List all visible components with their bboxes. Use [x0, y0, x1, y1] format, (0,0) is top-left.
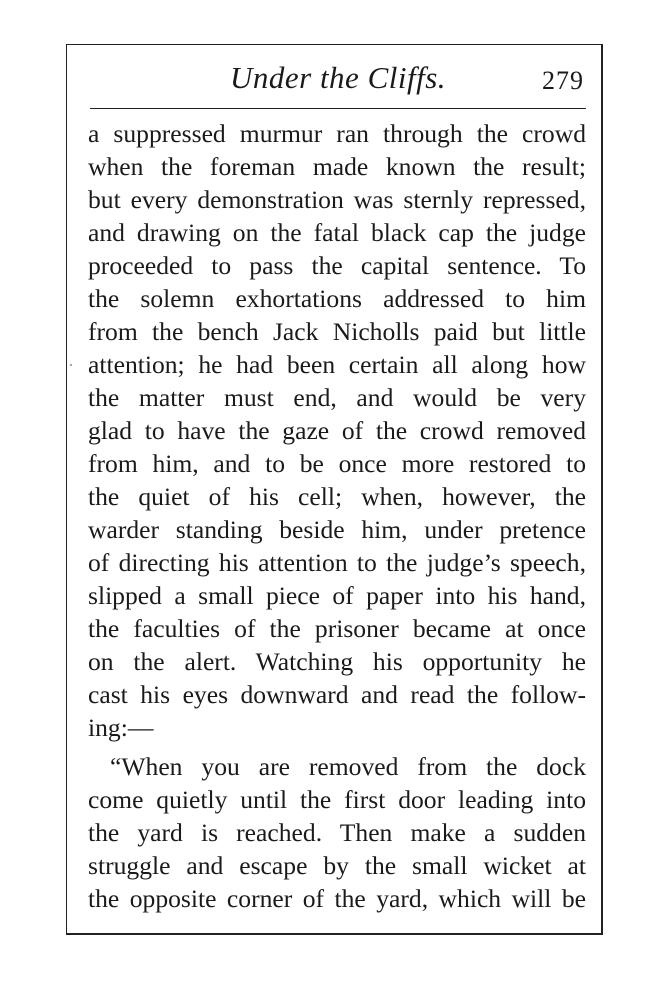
text-line: the faculties of the prisoner became at once	[88, 614, 586, 643]
text-line: on the alert. Watching his opportunity he	[88, 647, 586, 676]
text-line: ing:—	[88, 713, 154, 742]
text-line: struggle and escape by the small wicket at	[88, 851, 586, 880]
paragraph	[88, 117, 586, 744]
running-title: Under the Cliffs.	[229, 60, 447, 95]
text-line: from him, and to be once more restored to	[88, 449, 586, 478]
body-text	[88, 117, 586, 915]
text-line: from the bench Jack Nicholls paid but little	[88, 317, 586, 346]
text-line: the solemn exhortations addressed to him	[88, 284, 586, 313]
text-line: of directing his attention to the judge’s speech,	[88, 548, 586, 577]
text-line: glad to have the gaze of the crowd removed	[88, 416, 586, 445]
text-line: but every demonstration was sternly repressed,	[88, 185, 586, 214]
text-line: the quiet of his cell; when, however, the	[88, 482, 586, 511]
text-line: “When you are removed from the dock	[110, 752, 586, 781]
text-line: the matter must end, and would be very	[88, 383, 586, 412]
text-line: warder standing beside him, under pretence	[88, 515, 586, 544]
page-header	[88, 58, 588, 104]
text-line: and drawing on the fatal black cap the judge	[88, 218, 586, 247]
margin-speck	[70, 364, 72, 366]
text-line: the opposite corner of the yard, which will be	[88, 884, 586, 913]
text-line: come quietly until the first door leading into	[88, 785, 586, 814]
text-line: attention; he had been certain all along how	[88, 350, 586, 379]
text-line: the yard is reached. Then make a sudden	[88, 818, 586, 847]
text-line: cast his eyes downward and read the follow-	[88, 680, 586, 709]
page-number: 279	[542, 66, 584, 95]
paragraph	[88, 750, 586, 915]
text-line: a suppressed murmur ran through the crowd	[88, 119, 586, 148]
text-line: when the foreman made known the result;	[88, 152, 586, 181]
text-line: slipped a small piece of paper into his hand,	[88, 581, 586, 610]
header-rule	[90, 108, 586, 109]
text-line: proceeded to pass the capital sentence. To	[88, 251, 586, 280]
